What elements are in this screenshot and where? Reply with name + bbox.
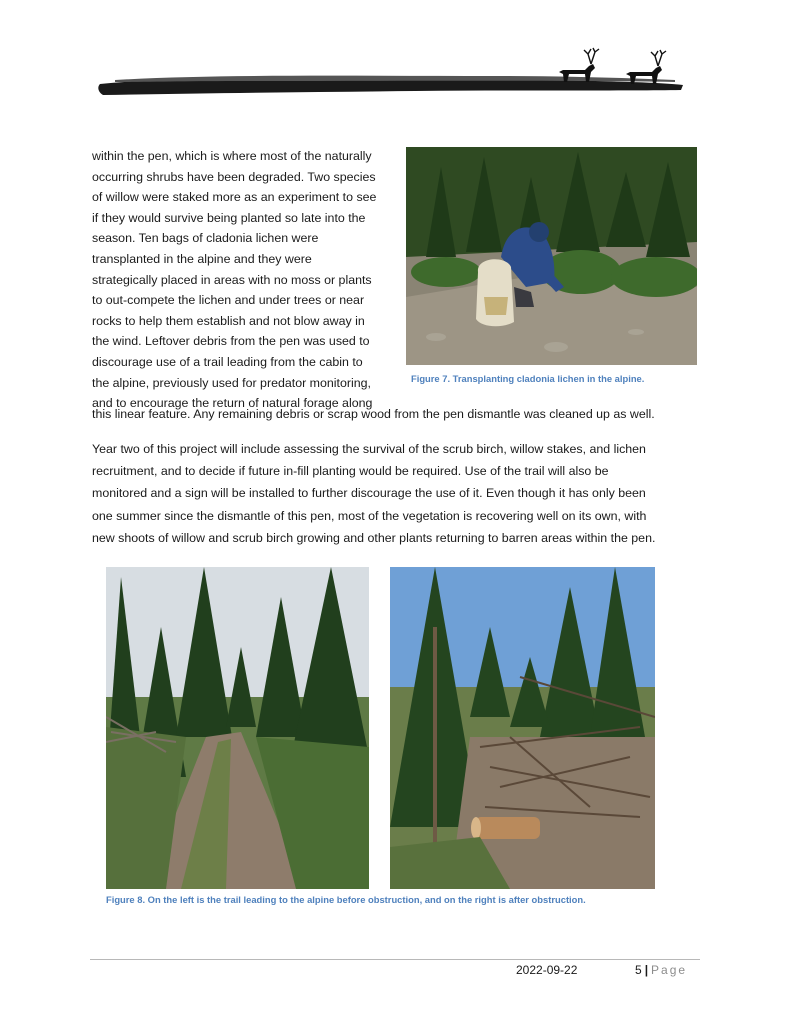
text-line: to out-compete the lichen and under trees or near (92, 293, 365, 308)
text-line: discourage use of a trail leading from the cabin to (92, 354, 363, 369)
figure-8-caption: Figure 8. On the left is the trail leading to the alpine before obstruction, and on the right is after obstruction. (106, 894, 586, 905)
figure-7-photo (406, 147, 697, 365)
figure-7-caption: Figure 7. Transplanting cladonia lichen in the alpine. (411, 373, 645, 384)
text-line: transplanted in the alpine and they were (92, 251, 312, 266)
intro-paragraph (92, 146, 398, 414)
header-banner (95, 40, 685, 100)
text-line: the alpine, previously used for predator monitoring, (92, 375, 371, 390)
text-line: new shoots of willow and scrub birch growing and other plants returning to barren areas within the pen. (92, 530, 656, 545)
figure-8-right-photo (390, 567, 655, 889)
text-line: season. Ten bags of cladonia lichen were (92, 231, 319, 246)
page-separator: | (644, 963, 649, 977)
paragraph-year-two (92, 438, 712, 549)
text-line: recruitment, and to decide if future in-fill planting would be required. Use of the trail will also be (92, 464, 609, 479)
text-line: occurring shrubs have been degraded. Two species (92, 169, 376, 184)
text-line: and to encourage the return of natural forage along (92, 396, 373, 411)
intro-paragraph-tail: this linear feature. Any remaining debris or scrap wood from the pen dismantle was cleaned up as well. (92, 407, 655, 421)
text-line: monitored and a sign will be installed to further discourage the use of it. Even though it has only been (92, 486, 646, 501)
figure-8-left-photo (106, 567, 369, 889)
text-line: strategically placed in areas with no moss or plants (92, 272, 372, 287)
text-line: rocks to help them establish and not blow away in (92, 313, 365, 328)
text-line: of willow were staked more as an experiment to see (92, 190, 377, 205)
text-line: Year two of this project will include assessing the survival of the scrub birch, willow stakes, and lichen (92, 442, 646, 456)
caribou-silhouette-icon (559, 48, 599, 82)
text-line: one summer since the dismantle of this pen, most of the vegetation is recovering well on its own, with (92, 508, 647, 523)
page-number: 5 (635, 963, 642, 977)
footer-date: 2022-09-22 (516, 963, 578, 977)
footer-divider (90, 959, 700, 960)
text-line: within the pen, which is where most of the naturally (92, 149, 372, 163)
text-line: the wind. Leftover debris from the pen was used to (92, 334, 370, 349)
page-label: Page (651, 963, 688, 977)
text-line: if they would survive being planted so late into the (92, 210, 366, 225)
footer-page-indicator (635, 963, 687, 977)
